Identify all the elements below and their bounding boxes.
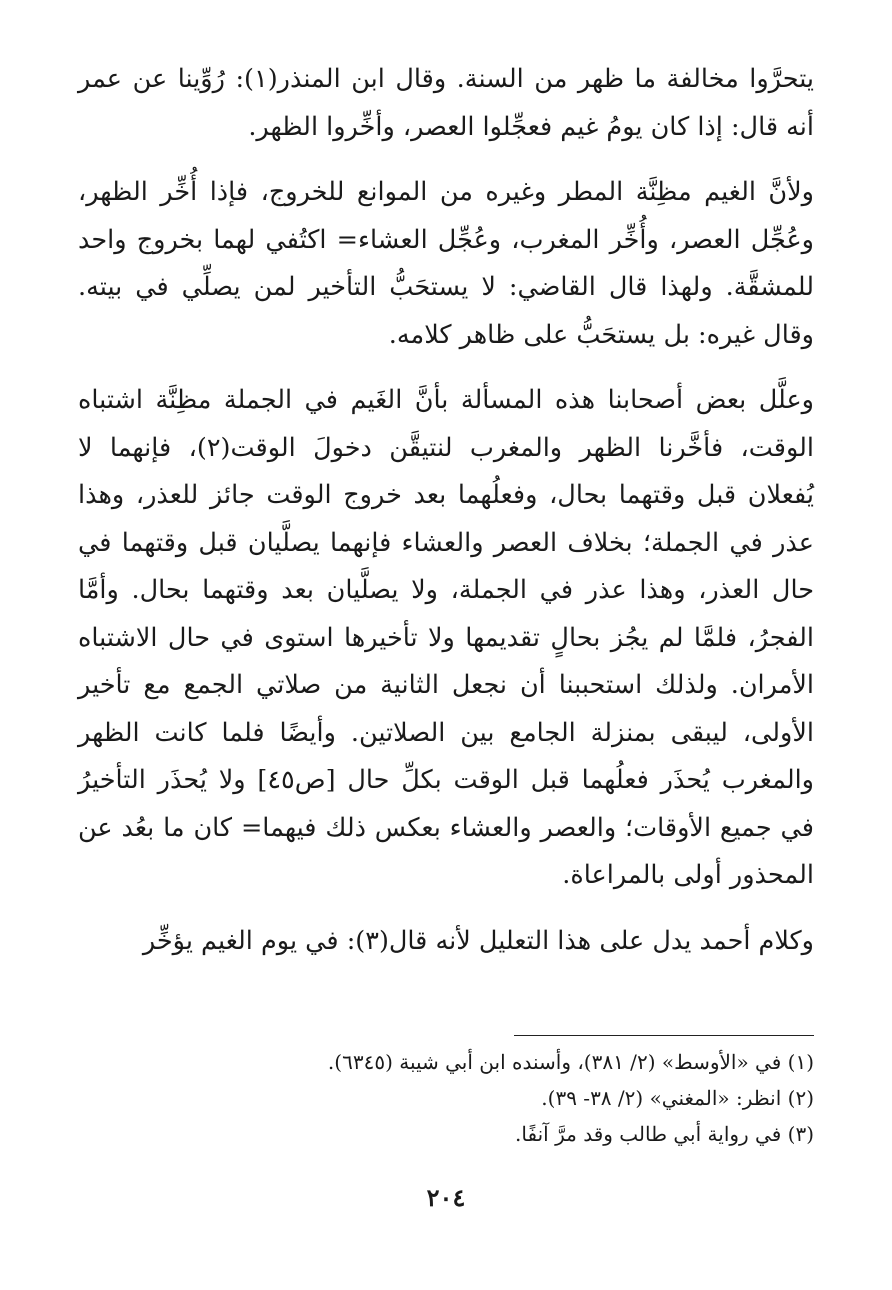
paragraph-1: يتحرَّوا مخالفة ما ظهر من السنة. وقال ابن المنذر(١): رُوِّينا عن عمر أنه قال: إذا كان يومُ غيم فعجِّلوا العصر، وأخِّروا الظهر. (78, 64, 815, 142)
paragraph-2: ولأنَّ الغيم مظِنَّة المطر وغيره من الموانع للخروج، فإذا أُخِّر الظهر، وعُجِّل العصر، وأُخِّر المغرب، وعُجِّل العشاء= اكتُفي لهما بخروج واحد للمشقَّة. ولهذا قال القاضي: لا يستحَبُّ التأخير لمن يصلِّي في بيته. وقال غيره: بل يستحَبُّ على ظاهر كلامه. (78, 177, 814, 350)
footnote-2: (٢) انظر: «المغني» (٢/ ٣٨- ٣٩). (541, 1086, 814, 1110)
main-text (78, 56, 814, 965)
footnotes (78, 1044, 814, 1152)
footnote-1: (١) في «الأوسط» (٢/ ٣٨١)، وأسنده ابن أبي شيبة (٦٣٤٥). (327, 1050, 814, 1074)
paragraph-4: وكلام أحمد يدل على هذا التعليل لأنه قال(٣): في يوم الغيم يؤخِّر (142, 925, 814, 956)
footnote-3: (٣) في رواية أبي طالب وقد مرَّ آنفًا. (515, 1122, 814, 1146)
paragraph-3: وعلَّل بعض أصحابنا هذه المسألة بأنَّ الغَيم في الجملة مظِنَّة اشتباه الوقت، فأخَّرنا الظهر والمغرب لنتيقَّن دخولَ الوقت(٢)، فإنهما لا يُفعلان قبل وقتهما بحال، وفعلُهما بعد خروج الوقت جائز للعذر، وهذا عذر في الجملة؛ بخلاف العصر والعشاء فإنهما يصلَّيان قبل وقتهما في حال العذر، وهذا عذر في الجملة، ولا يصلَّيان بعد وقتهما بحال. وأمَّا الفجرُ، فلمَّا لم يجُز بحالٍ تقديمها ولا تأخيرها استوى في حال الاشتباه الأمران. ولذلك استحببنا أن نجعل الثانية من صلاتي الجمع مع تأخير الأولى، ليبقى بمنزلة الجامع بين الصلاتين. وأيضًا فلما كانت الظهر والمغرب يُحذَر فعلُهما قبل الوقت بكلِّ حال [ص٤٥] ولا يُحذَر التأخيرُ في جميع الأوقات؛ والعصر والعشاء بعكس ذلك فيهما= كان ما بعُد عن المحذور أولى بالمراعاة. (78, 385, 814, 890)
page-number: ٢٠٤ (426, 1183, 466, 1212)
footnote-divider (514, 1035, 814, 1036)
